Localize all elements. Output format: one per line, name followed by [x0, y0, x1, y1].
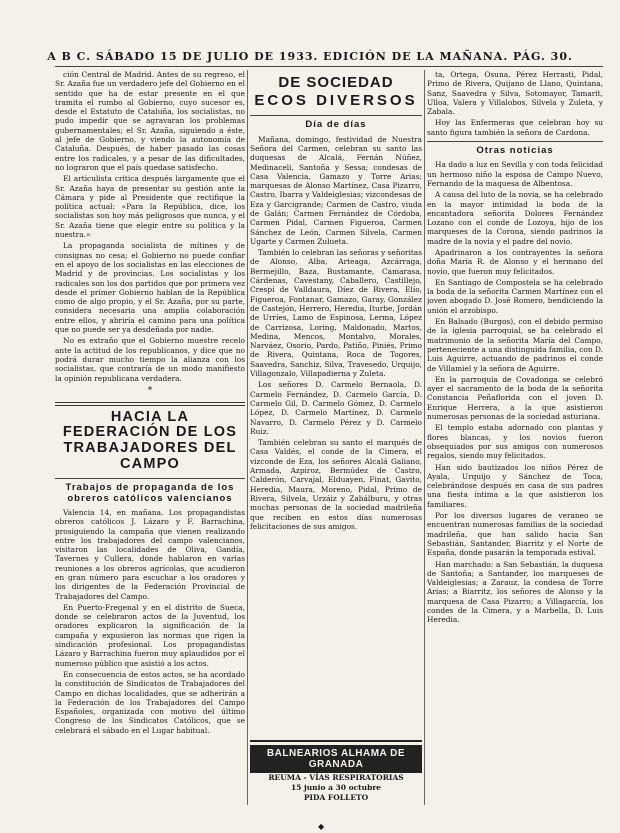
column-divider-2 [424, 70, 425, 805]
paragraph: Han marchado: a San Sebastián, la duquesa de Santoña; a Santander, los marqueses de Valdeiglesias; a Zarauz, la condesa de Torre Arias; a Biarritz, los señores de Alonso y la marquesa de Casa Pizarro; a Villagarcía, los condes de la Cimera, y a Marbella, D. Luis Heredia. [427, 559, 603, 625]
paragraph: En la parroquia de Covadonga se celebró ayer el sacramento de la boda de la señorita Constancia Peñaflorida con el joven D. Enrique Herrera, a la que asistieron numerosas personas de la sociedad asturiana. [427, 374, 603, 422]
bottom-ornament: ◆ [318, 822, 325, 831]
paragraph: También celebran su santo el marqués de Casa Valdés, el conde de la Cimera, el vizconde de Eza, los señores Alcalá Galiano, Armada, Azpiroz, Bermúdez de Castro, Calderón, Carvajal, Elduayen, Finat, Gavito, Heredia, Maura, Moreno, Pidal, Primo de Rivera, Silvela, Urzáiz y Zabálburu, y otras muchas personas de la sociedad madrileña que reciben en estos días numerosas felicitaciones de sus amigos. [250, 438, 422, 531]
ad-line: 15 junio a 30 octubre [290, 783, 382, 792]
paragraph: Han sido bautizados los niños Pérez de Ayala, Urquijo y Sánchez de Toca, celebrándose después en casa de sus padres una fiesta íntima a la que asistieron los familiares. [427, 462, 603, 509]
paragraph: Mañana, domingo, festividad de Nuestra Señora del Carmen, celebran su santo las duquesas de Alcalá, Fernán Núñez, Medinaceli, Santoña y Sessa; condesas de Casa Valencia, Gamazo y Torre Arias; marquesas de Alonso Martínez, Casa Pizarro, Castro, Ibarra y Valdeiglesias; vizcondesas de Eza y Garcigrande; Carmen de Castro, viuda de Galán; Carmen Fernández de Córdoba, Carmen Pidal, Carmen Figueroa, Carmen Sánchez de León, Carmen Silvela, Carmen Ugarte y Carmen Zulueta. [250, 134, 422, 246]
section-rule [250, 115, 422, 116]
section-rule [55, 402, 245, 406]
paragraph: Valencia 14, en mañana. Los propagandistas obreros católicos J. Lázaro y F. Barrachina, prosiguiendo la campaña que vienen realizando entre los trabajadores del campo valencianos, visitaron las localidades de Oliva, Gandía, Tavernes y Cullera, donde hablaron en varias reuniones a los obreros agrícolas, que acudieron en gran número para escuchar a los oradores y los dirigentes de la Federación Provincial de Trabajadores del Campo. [55, 507, 245, 601]
paragraph: Apadrinaron a los contrayentes la señora doña María R. de Alonso y el hermano del novio, que fueron muy felicitados. [427, 248, 603, 276]
header-rule [55, 66, 603, 67]
otras-noticias-title: Otras noticias [476, 145, 554, 157]
paragraph: Ha dado a luz en Sevilla y con toda felicidad un hermoso niño la esposa de Campo Nuevo, Fernando de la maquesa de Albentosa. [427, 160, 603, 188]
ad-line: PIDA FOLLETO [303, 793, 369, 802]
paragraph: El articulista critica después largamente que el Sr. Azaña haya de presentar su gestión ante la Cámara y pide al Presidente que rectifique la política actual: «Para la República, dice, los socialistas son hoy más peligrosos que nunca, y el Sr. Azaña tiene que elegir entre su política y la nuestra.» [55, 174, 245, 240]
federacion-headline: HACIA LA FEDERACIÓN DE LOS TRABAJADORES DEL CAMPO [62, 408, 238, 472]
section-rule [427, 141, 603, 142]
column-3 [427, 70, 603, 805]
paragraph: La propaganda socialista de mítines y de consignas no cesa; el Gobierno no puede confiar en el apoyo de los socialistas en las elecciones de Madrid y de provincias. Los socialistas y los radicales son los dos partidos que por primera vez desde el primer Gobierno hablan de la República como de algo propio, y el Sr. Azaña, por su parte, considera necesaria una amplia colaboración entre ellos, y abriría el camino para una política que no puede ser ya desdeñada por nadie. [55, 241, 245, 335]
column-divider-1 [247, 70, 248, 805]
paragraph: ta, Ortega, Osuna, Pérez Herrasti, Pidal, Primo de Rivera, Quijano de Llano, Quintana, Sanz, Saavedra y Silva, Sotomayor, Tamarit, Ulloa, Valera y Villalobos, Silvela y Zuleta, y Zabala. [427, 70, 603, 117]
paragraph: El templo estaba adornado con plantas y flores blancas, y los novios fueron obsequiados por sus amigos con numerosos regalos, siendo muy felicitados. [427, 423, 603, 461]
society-title: DE SOCIEDAD [278, 74, 394, 91]
balnearios-advertisement [250, 740, 422, 803]
paragraph: En Puerto-Fregenal y en el distrito de Sueca, donde se celebraron actos de la Juventud, los oradores explicaron la significación de la campaña y expusieron las normas que rigen la sindicación profesional. Los propagandistas Lázaro y Barrachina fueron muy aplaudidos por el numeroso público que asistió a los actos. [55, 602, 245, 668]
ad-line: REUMA - VÍAS RESPIRATORIAS [268, 773, 404, 782]
section-rule [55, 478, 245, 479]
propaganda-subtitle: Trabajos de propaganda de los obreros católicos valencianos [65, 482, 235, 504]
column-1 [55, 70, 245, 805]
section-star: * [147, 385, 153, 396]
paragraph: A causa del luto de la novia, se ha celebrado en la mayor intimidad la boda de la encantadora señorita Dolores Fernández Lozano con el conde de Lozoya, hijo de los marqueses de la Corona, siendo padrinos la madre de la novia y el padre del novio. [427, 190, 603, 246]
ad-title: BALNEARIOS ALHAMA DE GRANADA [250, 745, 422, 773]
paragraph: Los señores D. Carmelo Bernaola, D. Carmelo Fernández, D. Carmelo García, D. Carmelo Gil, D. Carmelo Gómez, D. Carmelo López, D. Carmelo Martínez, D. Carmelo Navarro, D. Carmelo Pérez y D. Carmelo Ruiz. [250, 380, 422, 436]
paragraph: Por los diversos lugares de veraneo se encuentran numerosas familias de la sociedad madrileña, que han salido hacia San Sebastián, Santander, Biarritz y el Norte de España, donde pasarán la temporada estival. [427, 511, 603, 558]
paragraph: También lo celebran las señoras y señoritas de Alonso, Alba, Arteaga, Azcárraga, Bermejillo, Baza, Bustamante, Camarasa, Cárdenas, Cavestany, Caballero, Castillejo, Crespí de Valldaura, Díez de Rivera, Elío, Figueroa, Fontanar, Gamazo, Garay, González de Castejón, Herrero, Heredia, Iturbe, Jordán de Urríes, Lamo de Espinosa, Lerma, López de Carrizosa, Loring, Maldonado, Martos, Medina, Mencos, Montalvo, Morales, Narváez, Osorio, Pardo, Patiño, Piniés, Primo de Rivera, Quintana, Roca de Togores, Saavedra, Sanchiz, Silva, Travesedo, Urquijo, Villagonzalo, Villapadierna y Zuleta. [250, 248, 422, 379]
dia-de-dias-subtitle: Día de días [305, 119, 367, 131]
paragraph: En Santiago de Compostela se ha celebrado la boda de la señorita Carmen Martínez con el joven abogado D. José Romero, bendiciendo la unión el arzobispo. [427, 277, 603, 315]
paragraph: ción Central de Madrid. Antes de su regreso, el Sr. Azaña fue un verdadero jefe del Gobierno en el sentido que ha de estar presente en el que tramita el rumbo al Gobierno, cuyo sucesor es, desde el Estatuto de Cataluña, los socialistas, no pudo impedir que se agravaran los problemas gubernamentales; el Sr. Azaña, siguiendo a éste, al jefe de Gobierno, y viendo la autonomía de Cataluña. Después, de haber pasado las cosas entre los radicales, y a pesar de las dificultades, no lograron que el país quedase satisfecho. [55, 70, 245, 172]
ecos-title: ECOS DIVERSOS [254, 92, 418, 110]
page-header: A B C. SÁBADO 15 DE JULIO DE 1933. EDICIÓN DE LA MAÑANA. PÁG. 30. [47, 50, 573, 63]
column-2 [250, 70, 422, 735]
paragraph: En consecuencia de estos actos, se ha acordado la constitución de Sindicatos de Trabajadores del Campo en dichas localidades, que se adherirán a la Federación de los Trabajadores del Campo Españoles, organizada con motivo del último Congreso de los Sindicatos Católicos, que se celebrará el sábado en el Lugar habitual. [55, 669, 245, 735]
paragraph: Hoy las Enfermeras que celebran hoy su santo figura también la señora de Cardona. [427, 118, 603, 137]
paragraph: No es extraño que el Gobierno muestre recelo ante la actitud de los republicanos, y dice que no podrá durar mucho tiempo la alianza con los socialistas, que contraría de un modo manifiesto la opinión republicana verdadera. [55, 336, 245, 383]
paragraph: En Balsado (Burgos), con el debido permiso de la iglesia parroquial, se ha celebrado el matrimonio de la señorita María del Campo, perteneciente a una distinguida familia, con D. Luis Aguirre, actuando de padrinos el conde de Villamiel y la señora de Aguirre. [427, 317, 603, 373]
